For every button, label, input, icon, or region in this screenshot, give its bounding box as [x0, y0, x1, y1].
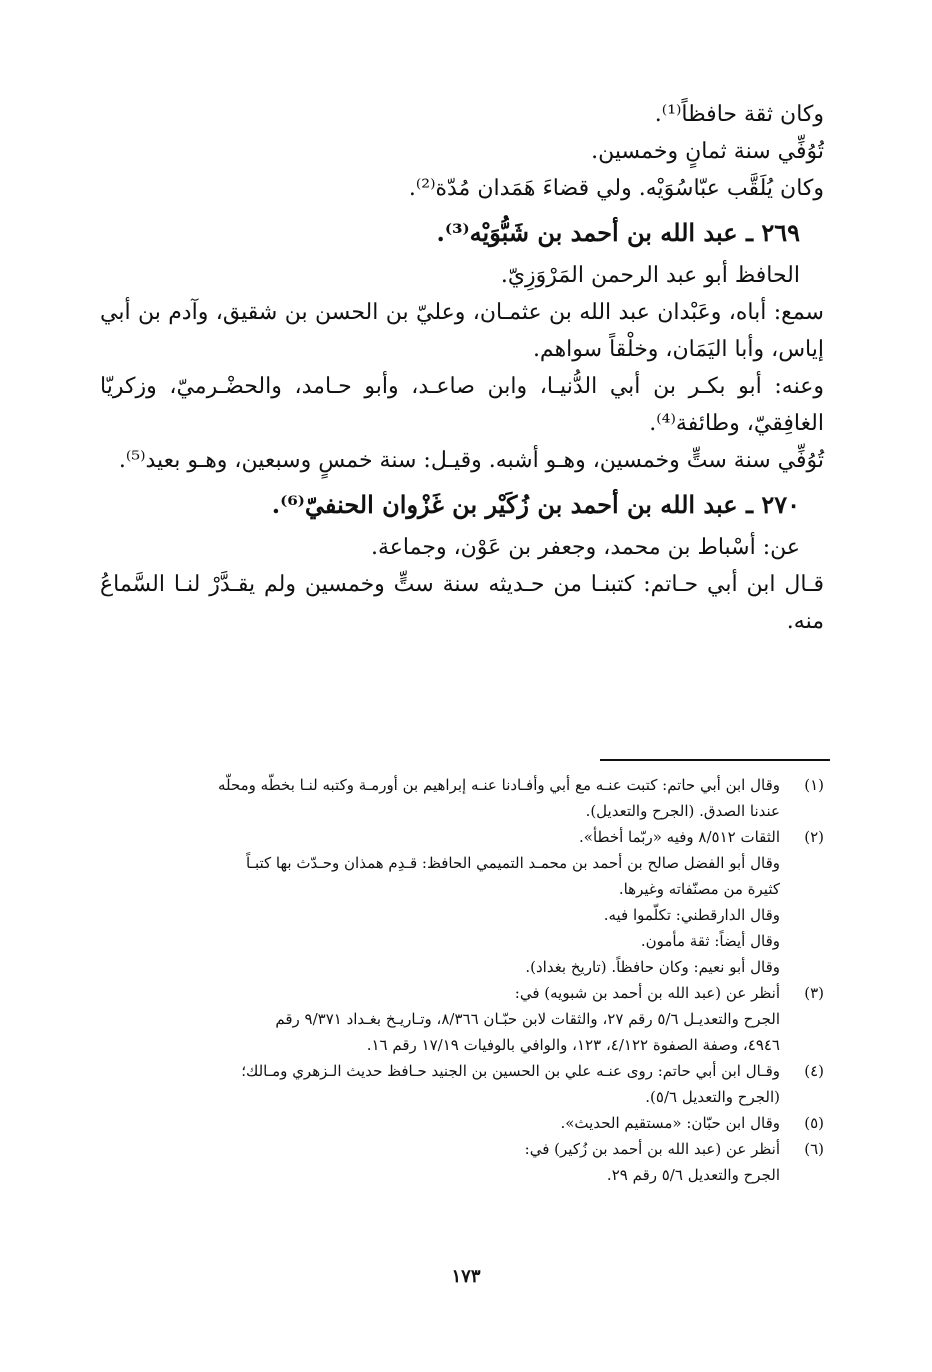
entry-269-heading: ٢٦٩ ـ عبد الله بن أحمد بن شَبُّوَيْه⁽³⁾.: [436, 218, 800, 247]
footnote-line: وقال ابن حبّان: «مستقيم الحديث».: [560, 1114, 780, 1132]
footnote-line: ٤٩٤٦، وصفة الصفوة ٤/١٢٢، ١٢٣، والوافي بالوفيات ١٧/١٩ رقم ١٦.: [366, 1036, 780, 1054]
footnote-1: [100, 772, 824, 824]
text-line-3: وكان يُلَقَّب عبّاسُوَيْه. ولي قضاءَ هَمَدان مُدّة⁽²⁾.: [408, 176, 824, 201]
footnote-line: (الجرح والتعديل ٥/٦).: [645, 1088, 780, 1106]
footnote-3: [100, 980, 824, 1058]
entry-270-from: عن: أسْباط بن محمد، وجعفر بن عَوْن، وجماعة.: [371, 535, 800, 560]
entry-269-death: تُوُفِّي سنة ستٍّ وخمسين، وهـو أشبه. وقيـل: سنة خمسٍ وسبعين، وهـو بعيد⁽⁵⁾.: [118, 448, 824, 473]
footnotes: [100, 772, 824, 1188]
footnote-line: الجرح والتعديل ٥/٦ رقم ٢٩.: [606, 1166, 780, 1184]
footnote-2-continued: [100, 850, 824, 980]
footnote-number: (١): [804, 776, 824, 794]
footnote-line: وقال أيضاً: ثقة مأمون.: [640, 932, 780, 950]
footnote-separator: [600, 759, 830, 761]
entry-270-heading: ٢٧٠ ـ عبد الله بن أحمد بن زُكَيْر بن غَزْوان الحنفيّ⁽⁶⁾.: [271, 490, 800, 519]
footnote-number: (٢): [804, 828, 824, 846]
text-line-2: تُوُفِّي سنة ثمانٍ وخمسين.: [591, 139, 824, 164]
footnote-number: (٦): [804, 1140, 824, 1158]
entry-270-said: قـال ابن أبي حـاتم: كتبنـا من حـديثه سنة ستٍّ وخمسين ولم يقـدَّرْ لنـا السَّماعُ منه.: [100, 572, 824, 634]
footnote-line: الجرح والتعديـل ٥/٦ رقم ٢٧، والثقات لابن حبّـان ٨/٣٦٦، وتـاريـخ بغـداد ٩/٣٧١ رقم: [275, 1010, 780, 1028]
footnote-number: (٣): [804, 984, 824, 1002]
footnote-line: الثقات ٨/٥١٢ وفيه «ربّما أخطأ».: [579, 828, 780, 846]
entry-269-kunya: الحافظ أبو عبد الرحمن المَرْوَزِيّ.: [500, 263, 800, 288]
entry-269-heard: سمع: أباه، وعَبْدان عبد الله بن عثمـان، وعليّ بن الحسن بن شقيق، وآدم بن أبي إياس، وأبا اليَمَان، وخلْقاً سواهم.: [100, 300, 824, 362]
footnote-line: أنظر عن (عبد الله بن أحمد بن زُكير) في:: [524, 1140, 780, 1158]
main-text: [100, 96, 824, 640]
footnote-line: عندنا الصدق. (الجرح والتعديل).: [585, 802, 780, 820]
footnote-4: [100, 1058, 824, 1110]
footnote-2: [100, 824, 824, 850]
footnote-number: (٤): [804, 1062, 824, 1080]
footnote-line: كثيرة من مصنّفاته وغيرها.: [618, 880, 780, 898]
footnote-5: [100, 1110, 824, 1136]
footnote-number: (٥): [804, 1114, 824, 1132]
footnote-line: أنظر عن (عبد الله بن أحمد بن شبويه) في:: [514, 984, 780, 1002]
footnote-line: وقـال ابن أبي حاتم: روى عنـه علي بن الحسين بن الجنيد حـافظ حديث الـزهري ومـالك؛: [241, 1062, 780, 1080]
footnote-line: وقال أبو نعيم: وكان حافظاً. (تاريخ بغداد).: [525, 958, 780, 976]
entry-269-from: وعنه: أبو بكـر بن أبي الدُّنيـا، وابن صاعـد، وأبو حـامد، والحضْـرميّ، وزكريّا الغافِقيّ، وطائفة⁽⁴⁾.: [100, 374, 824, 436]
footnote-6: [100, 1136, 824, 1188]
footnote-number: [780, 850, 824, 980]
footnote-line: وقال أبو الفضل صالح بن أحمد بن محمـد التميمي الحافظ: قـدِم همذان وحـدّث بها كتبـاً: [246, 854, 780, 872]
footnote-line: وقال الدارقطني: تكلّموا فيه.: [603, 906, 780, 924]
text-line-1: وكان ثقة حافظاً⁽¹⁾.: [654, 102, 824, 127]
page-number: ١٧٣: [451, 1266, 481, 1287]
footnote-line: وقال ابن أبي حاتم: كتبت عنـه مع أبي وأفـادنا عنـه إبراهيم بن أورمـة وكتبه لنـا بخطّه ومحلّه: [217, 776, 780, 794]
